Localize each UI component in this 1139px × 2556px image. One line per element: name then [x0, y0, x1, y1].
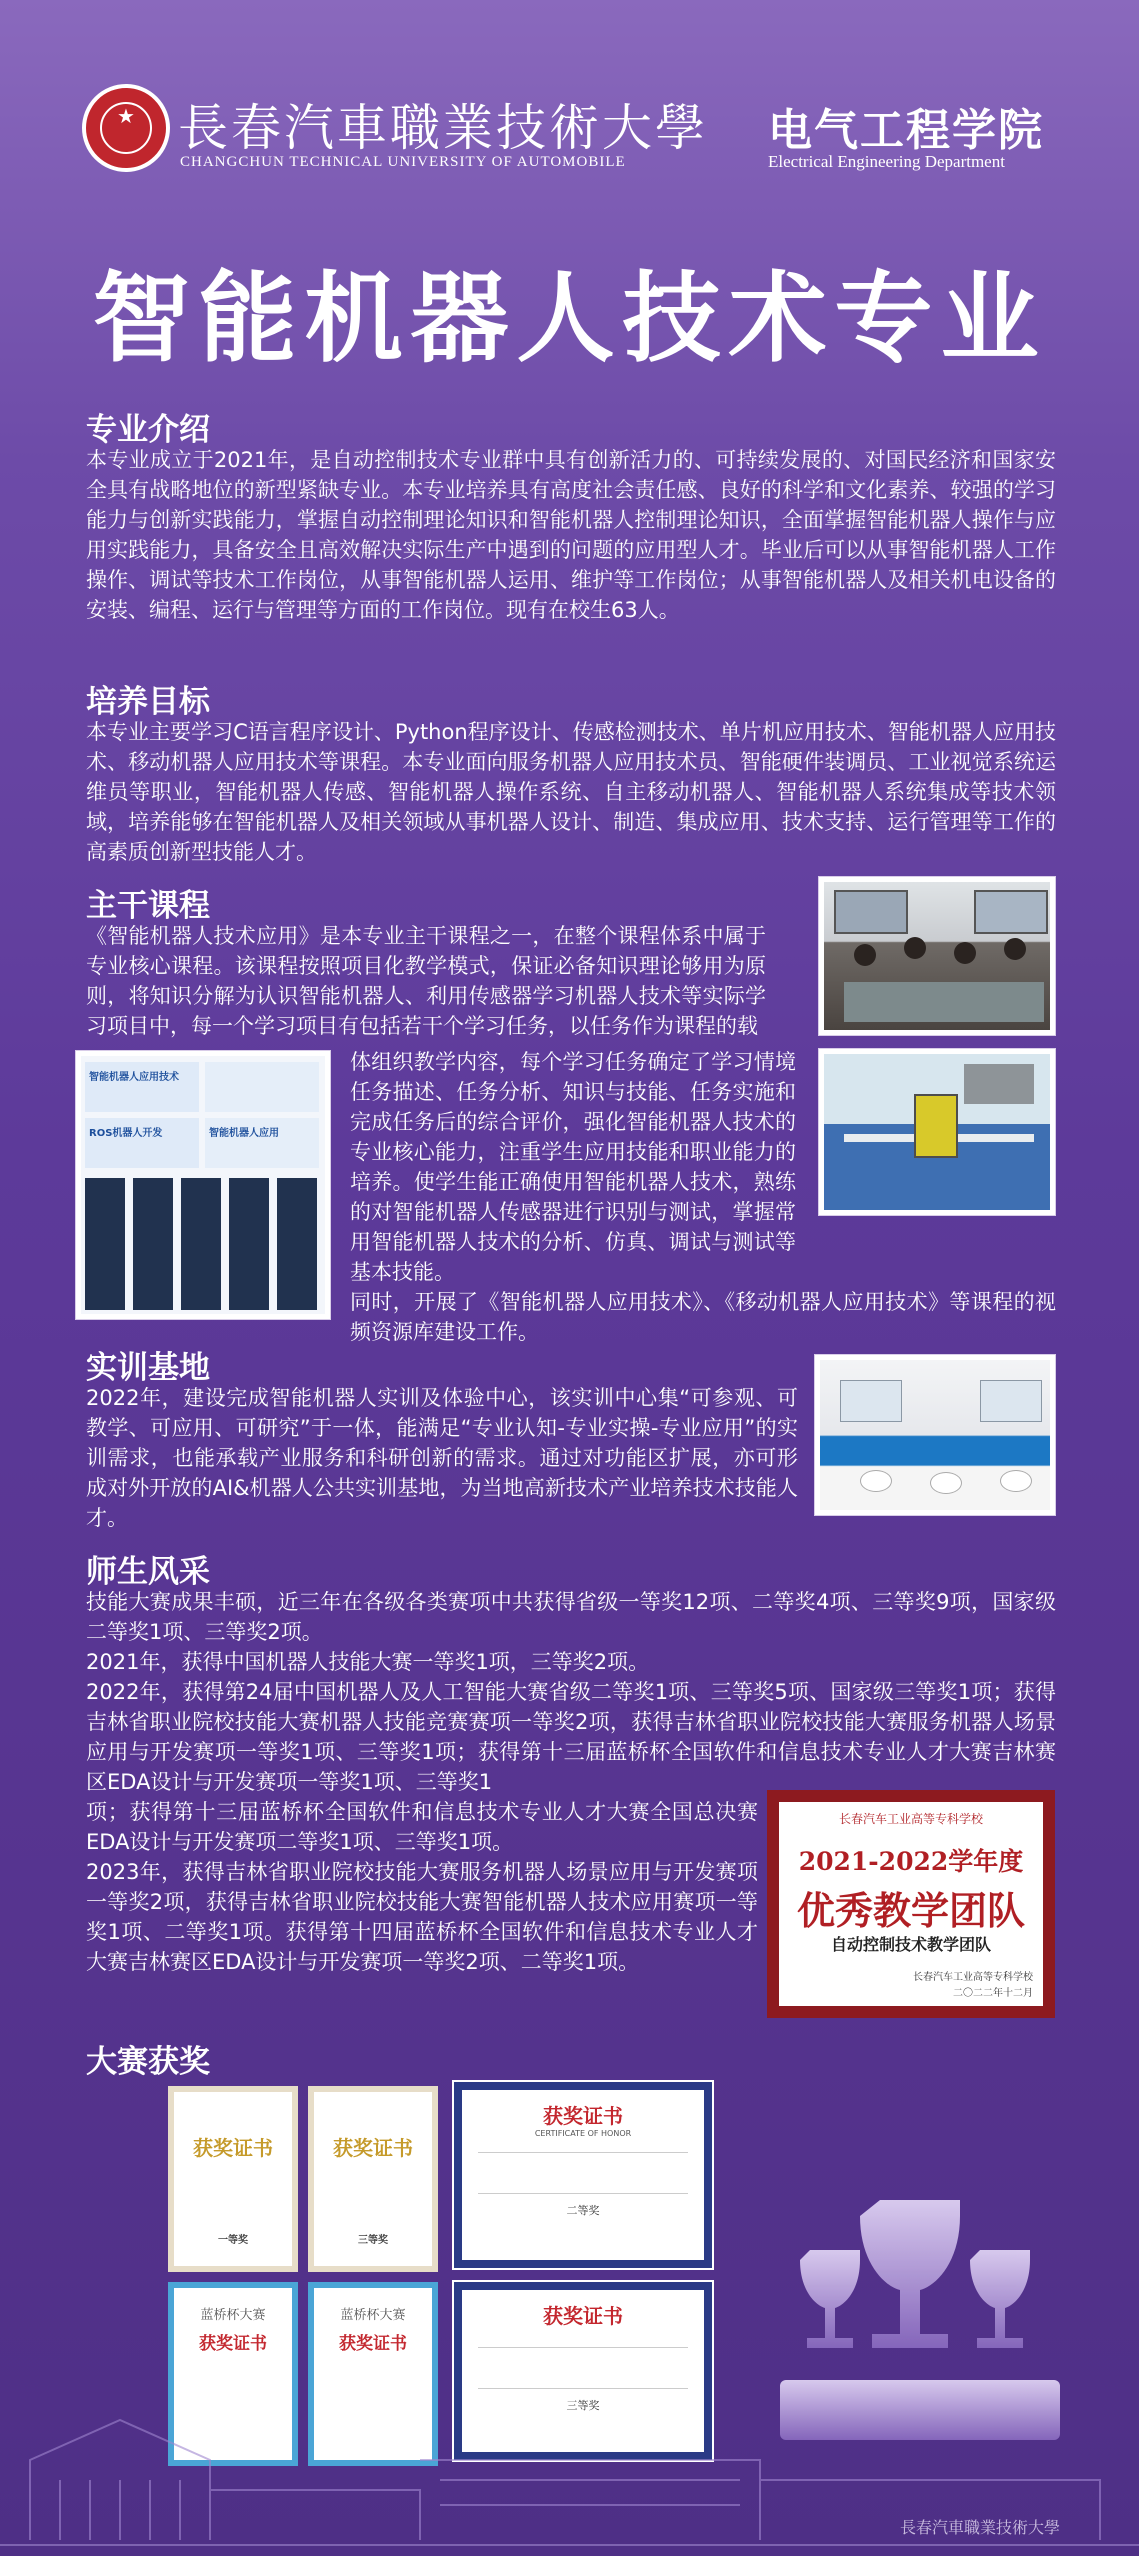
section-text-base: 2022年，建设完成智能机器人实训及体验中心，该实训中心集“可参观、可教学、可应用、可研究”于一体，能满足“专业认知-专业实操-专业应用”的实训需求，也能承载产业服务和科研创新的需求。通过对功能区扩展，亦可形成对外开放的AI&机器人公共实训基地，为当地高新技术产业培养技术技能人才。: [86, 1386, 798, 1530]
faculty-text-p3: 2022年，获得第24届中国机器人及人工智能大赛省级二等奖1项、三等奖5项、国家级三等奖1项；获得吉林省职业院校技能大赛机器人技能竞赛赛项一等奖2项，获得吉林省职业院校技能大赛服务机器人场景应用与开发赛项一等奖1项、三等奖1项；获得第十三届蓝桥杯全国软件和信息技术专业人才大赛吉林赛区EDA设计与开发赛项一等奖1项、三等奖1: [86, 1680, 1056, 1794]
section-heading-faculty: 师生风采: [86, 1554, 210, 1590]
section-text-intro: 本专业成立于2021年，是自动控制技术专业群中具有创新活力的、可持续发展的、对国民经济和国家安全具有战略地位的新型紧缺专业。本专业培养具有高度社会责任感、良好的科学和文化素养、较强的学习能力与创新实践能力，掌握自动控制理论知识和智能机器人控制理论知识，全面掌握智能机器人操作与应用实践能力，具备安全且高效解决实际生产中遇到的问题的应用型人才。毕业后可以从事智能机器人工作操作、调试等技术工作岗位，从事智能机器人运用、维护等工作岗位；从事智能机器人及相关机电设备的安装、编程、运行与管理等方面的工作岗位。现有在校生63人。: [86, 448, 1056, 622]
certificate-1-title: 获奖证书: [193, 2136, 273, 2160]
video-resource-screenshot: [75, 1050, 331, 1320]
certificate-3-title: 获奖证书: [543, 2104, 623, 2128]
section-heading-courses: 主干课程: [86, 888, 210, 924]
certificate-2-title: 获奖证书: [333, 2136, 413, 2160]
certificate-2-prize: 三等奖: [358, 2235, 388, 2246]
section-text-goals: 本专业主要学习C语言程序设计、Python程序设计、传感检测技术、单片机应用技术、智能机器人应用技术、移动机器人应用技术等课程。本专业面向服务机器人应用技术员、智能硬件装调员、工业视觉系统运维员等职业，智能机器人传感、智能机器人操作系统、自主移动机器人、智能机器人系统集成等技术领域，培养能够在智能机器人及相关领域从事机器人设计、制造、集成应用、技术支持、运行管理等工作的高素质创新型技能人才。: [86, 720, 1056, 864]
certificate-4-title: 获奖证书: [199, 2334, 267, 2354]
university-name-en: CHANGCHUN TECHNICAL UNIVERSITY OF AUTOMOBILE: [180, 154, 626, 170]
university-emblem: [82, 84, 170, 172]
section-heading-base: 实训基地: [86, 1350, 210, 1386]
footer-signature: 長春汽車職業技術大學: [900, 2518, 1061, 2537]
plaque-year: 2021-2022学年度: [798, 1847, 1024, 1876]
section-heading-awards: 大赛获奖: [86, 2044, 210, 2080]
plaque-date: 二〇二二年十二月: [953, 1988, 1033, 1999]
certificate-6-prize: 三等奖: [566, 2399, 600, 2412]
university-name-cn: 長春汽車職業技術大學: [178, 99, 708, 157]
training-center-photo: [814, 1354, 1056, 1516]
plaque-title: 优秀教学团队: [796, 1889, 1025, 1933]
certificate-3: [454, 2082, 712, 2268]
certificate-5-title: 获奖证书: [339, 2334, 407, 2354]
plaque-issuer: 长春汽车工业高等专科学校: [913, 1972, 1033, 1983]
section-heading-goals: 培养目标: [86, 684, 210, 720]
robot-car-photo: [818, 1048, 1056, 1216]
certificate-1-prize: 一等奖: [218, 2235, 248, 2246]
certificate-2: [308, 2086, 438, 2272]
video-card-title-1: 智能机器人应用技术: [89, 1072, 179, 1083]
faculty-text-p3-rest: 项；获得第十三届蓝桥杯全国软件和信息技术专业人才大赛全国总决赛EDA设计与开发赛项二等奖1项、三等奖1项。: [86, 1800, 758, 1854]
section-text-courses-top: 《智能机器人技术应用》是本专业主干课程之一，在整个课程体系中属于专业核心课程。该课程按照项目化教学模式，保证必备知识理论够用为原则，将知识分解为认识智能机器人、利用传感器学习机器人技术等实际学习项目中，每一个学习项目有包括若干个学习任务，以任务作为课程的载: [86, 924, 766, 1038]
plaque-subtitle: 自动控制技术教学团队: [830, 1935, 991, 1954]
page-title: 智能机器人技术专业: [92, 262, 1047, 376]
emblem-star-icon: ★: [117, 104, 135, 128]
section-text-courses-bottom: 同时，开展了《智能机器人应用技术》、《移动机器人应用技术》等课程的视频资源库建设工作。: [350, 1290, 1056, 1344]
honor-plaque: [767, 1790, 1055, 2018]
video-card-title-2: ROS机器人开发: [89, 1128, 163, 1139]
department-name-en: Electrical Engineering Department: [768, 152, 1005, 171]
plaque-org: 长春汽车工业高等专科学校: [838, 1812, 983, 1826]
certificate-4-org: 蓝桥杯大赛: [200, 2308, 266, 2323]
department-name-cn: 电气工程学院: [768, 105, 1044, 156]
certificate-3-prize: 二等奖: [566, 2204, 600, 2217]
certificate-3-en: CERTIFICATE OF HONOR: [534, 2129, 632, 2138]
faculty-text-p1: 技能大赛成果丰硕，近三年在各级各类赛项中共获得省级一等奖12项、二等奖4项、三等奖9项，国家级二等奖1项、三等奖2项。: [86, 1590, 1056, 1644]
certificate-1: [168, 2086, 298, 2272]
section-text-courses-mid: 体组织教学内容，每个学习任务确定了学习情境任务描述、任务分析、知识与技能、任务实施和完成任务后的综合评价，强化智能机器人技术的专业核心能力，注重学生应用技能和职业能力的培养。使学生能正确使用智能机器人技术，熟练的对智能机器人传感器进行识别与测试，掌握常用智能机器人技术的分析、仿真、调试与测试等基本技能。: [350, 1050, 796, 1284]
certificate-5-org: 蓝桥杯大赛: [340, 2308, 406, 2323]
certificate-6-title: 获奖证书: [543, 2304, 623, 2328]
classroom-photo: [818, 876, 1056, 1036]
faculty-text-p4: 2023年，获得吉林省职业院校技能大赛服务机器人场景应用与开发赛项一等奖2项，获得吉林省职业院校技能大赛智能机器人技术应用赛项一等奖1项、二等奖1项。获得第十四届蓝桥杯全国软件和信息技术专业人才大赛吉林赛区EDA设计与开发赛项一等奖2项、二等奖1项。: [86, 1860, 758, 1974]
video-card-title-3: 智能机器人应用: [209, 1128, 279, 1139]
section-heading-intro: 专业介绍: [86, 412, 210, 448]
faculty-text-p2: 2021年，获得中国机器人技能大赛一等奖1项，三等奖2项。: [86, 1650, 650, 1674]
